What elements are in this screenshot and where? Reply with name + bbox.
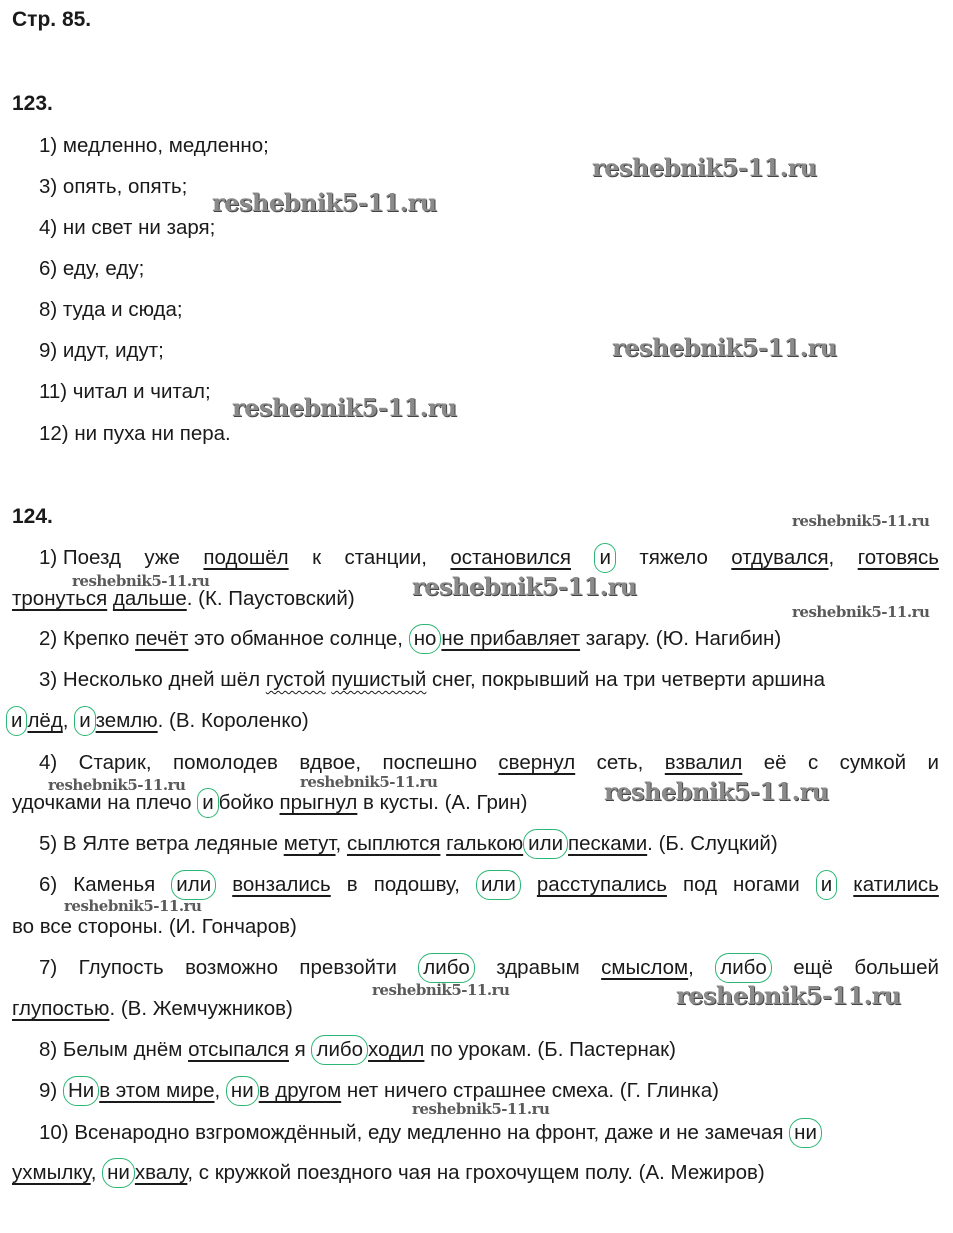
sentence-4-line-1 (12, 750, 939, 776)
watermark: reshebnik5-11.ru (592, 153, 817, 182)
predicate: дальше (112, 587, 187, 610)
text: с (807, 751, 819, 774)
sentence-6-line-1 (12, 872, 939, 898)
predicate: подошёл (203, 546, 289, 569)
text: большей (854, 956, 939, 979)
sentence-6-line-2: во все стороны. (И. Гончаров) (12, 915, 297, 938)
predicate: прыгнул (279, 791, 358, 814)
text: помолодев (172, 751, 278, 774)
text: 1) Поезд (39, 546, 121, 569)
text: возможно (185, 956, 278, 979)
conjunction: ни (102, 1158, 135, 1188)
watermark: reshebnik5-11.ru (212, 188, 437, 217)
text: Старик, (78, 751, 152, 774)
predicate: вонзались (232, 873, 331, 896)
text: бойко (218, 791, 280, 814)
object: ухмылку (12, 1161, 91, 1184)
list-item: 9) идут, идут; (39, 339, 164, 362)
sentence-7-line-1 (12, 955, 939, 981)
sentence-3-line-2 (6, 708, 309, 734)
comma: , (688, 956, 694, 979)
predicate: сыплются (346, 832, 441, 855)
object-word: смыслом (601, 956, 689, 979)
text: 4) (39, 751, 58, 774)
list-item: 6) еду, еду; (39, 257, 145, 280)
text: загару. (Ю. Нагибин) (580, 627, 782, 650)
object: песками (568, 832, 648, 855)
text: Глупость (78, 956, 164, 979)
text: её (763, 751, 787, 774)
conjunction: и (594, 543, 615, 573)
predicate: тронуться (12, 587, 108, 610)
watermark: reshebnik5-11.ru (412, 1100, 550, 1118)
watermark: reshebnik5-11.ru (64, 897, 202, 915)
text: уже (144, 546, 180, 569)
text: 9) (39, 1079, 63, 1102)
predicate: свернул (498, 751, 576, 774)
text: удочками на плечо (12, 791, 198, 814)
object (601, 955, 694, 981)
sentence-9 (39, 1078, 719, 1104)
object: галькою (446, 832, 524, 855)
list-item: 3) опять, опять; (39, 175, 188, 198)
conjunction: и (816, 870, 837, 900)
object: хвалу (134, 1161, 188, 1184)
predicate: не прибавляет (441, 627, 581, 650)
exercise-124-number: 124. (12, 505, 53, 528)
text: снег, покрывший на три четверти аршина (426, 668, 826, 691)
conjunction: либо (418, 953, 475, 983)
conjunction: или (523, 829, 568, 859)
conjunction: или (171, 870, 216, 900)
text: в кусты. (А. Грин) (357, 791, 528, 814)
text: вдвое, (299, 751, 362, 774)
text: ещё (793, 956, 833, 979)
text: тяжело (639, 546, 708, 569)
conjunction: либо (715, 953, 772, 983)
predicate (731, 545, 834, 571)
text: , (90, 1161, 103, 1184)
watermark: reshebnik5-11.ru (676, 981, 901, 1010)
predicate: ходил (368, 1038, 425, 1061)
conjunction: Ни (63, 1076, 99, 1106)
conjunction: ни (789, 1118, 822, 1148)
watermark: reshebnik5-11.ru (48, 776, 186, 794)
conjunction: либо (311, 1035, 368, 1065)
predicate: остановился (450, 546, 571, 569)
sentence-1-line-1 (12, 545, 939, 571)
list-item: 11) читал и читал; (39, 380, 211, 403)
object: глупостью (12, 997, 110, 1020)
predicate: катились (853, 873, 939, 896)
text: , (62, 709, 75, 732)
text: 7) (39, 956, 58, 979)
conjunction: и (197, 788, 218, 818)
text: подошву, (373, 873, 460, 896)
text: 2) Крепко (39, 627, 136, 650)
text: 6) (39, 873, 58, 896)
predicate: метут (283, 832, 336, 855)
watermark: reshebnik5-11.ru (372, 981, 510, 999)
sentence-3-line-1 (39, 667, 825, 693)
attribute: пушистый (331, 668, 427, 691)
sentence-8 (39, 1037, 676, 1063)
predicate: отсыпался (188, 1038, 289, 1061)
exercise-123-number: 123. (12, 92, 53, 115)
text: . (Б. Слуцкий) (647, 832, 778, 855)
watermark: reshebnik5-11.ru (232, 393, 457, 422)
sentence-7-line-2 (12, 996, 293, 1022)
watermark: reshebnik5-11.ru (300, 773, 438, 791)
text: 3) Несколько дней шёл (39, 668, 266, 691)
list-item: 12) ни пуха ни пера. (39, 422, 231, 445)
object: лёд (27, 709, 63, 732)
text: к (312, 546, 322, 569)
object: землю (95, 709, 158, 732)
watermark: reshebnik5-11.ru (612, 333, 837, 362)
adverbial: в другом (258, 1079, 342, 1102)
sentence-2 (39, 626, 781, 652)
predicate: расступались (536, 873, 667, 896)
predicate-word: отдувался (731, 546, 829, 569)
conjunction: и (74, 706, 95, 736)
adverbial: в этом мире (99, 1079, 215, 1102)
text: по урокам. (Б. Пастернак) (424, 1038, 676, 1061)
text: . (К. Паустовский) (186, 587, 355, 610)
text: здравым (496, 956, 580, 979)
text: , (214, 1079, 226, 1102)
text: и (927, 751, 939, 774)
conjunction: ни (226, 1076, 259, 1106)
comma: , (828, 546, 835, 569)
text: сумкой (839, 751, 907, 774)
predicate: взвалил (664, 751, 743, 774)
text: нет ничего страшнее смеха. (Г. Глинка) (341, 1079, 719, 1102)
text: сеть, (596, 751, 644, 774)
text: станции, (344, 546, 427, 569)
text: я (288, 1038, 312, 1061)
text: 8) Белым днём (39, 1038, 189, 1061)
text: поспешно (382, 751, 477, 774)
text: ногами (733, 873, 800, 896)
text: превзойти (299, 956, 397, 979)
text: 5) В Ялте ветра ледяные (39, 832, 284, 855)
text: 10) Всенародно взгромождённый, еду медленно на фронт, даже и не замечая (39, 1121, 790, 1144)
text: , (335, 832, 347, 855)
page-header: Стр. 85. (12, 8, 92, 31)
watermark: reshebnik5-11.ru (72, 572, 210, 590)
text: . (В. Жемчужников) (109, 997, 293, 1020)
sentence-5 (39, 831, 778, 857)
text: Каменья (73, 873, 156, 896)
attribute: густой (265, 668, 326, 691)
text: , с кружкой поездного чая на грохочущем полу. (А. Межиров) (187, 1161, 765, 1184)
sentence-10-line-1 (39, 1120, 822, 1146)
list-item: 4) ни свет ни заря; (39, 216, 216, 239)
text: . (В. Короленко) (157, 709, 309, 732)
text: это обманное солнце, (188, 627, 409, 650)
watermark: reshebnik5-11.ru (792, 603, 930, 621)
predicate: готовясь (857, 546, 939, 569)
text: под (682, 873, 717, 896)
conjunction: и (6, 706, 27, 736)
list-item: 8) туда и сюда; (39, 298, 183, 321)
text: в (346, 873, 358, 896)
predicate: печёт (135, 627, 189, 650)
watermark: reshebnik5-11.ru (604, 777, 829, 806)
watermark: reshebnik5-11.ru (792, 512, 930, 530)
list-item: 1) медленно, медленно; (39, 134, 269, 157)
watermark: reshebnik5-11.ru (412, 572, 637, 601)
sentence-10-line-2 (12, 1160, 765, 1186)
conjunction: но (409, 624, 442, 654)
conjunction: или (476, 870, 521, 900)
